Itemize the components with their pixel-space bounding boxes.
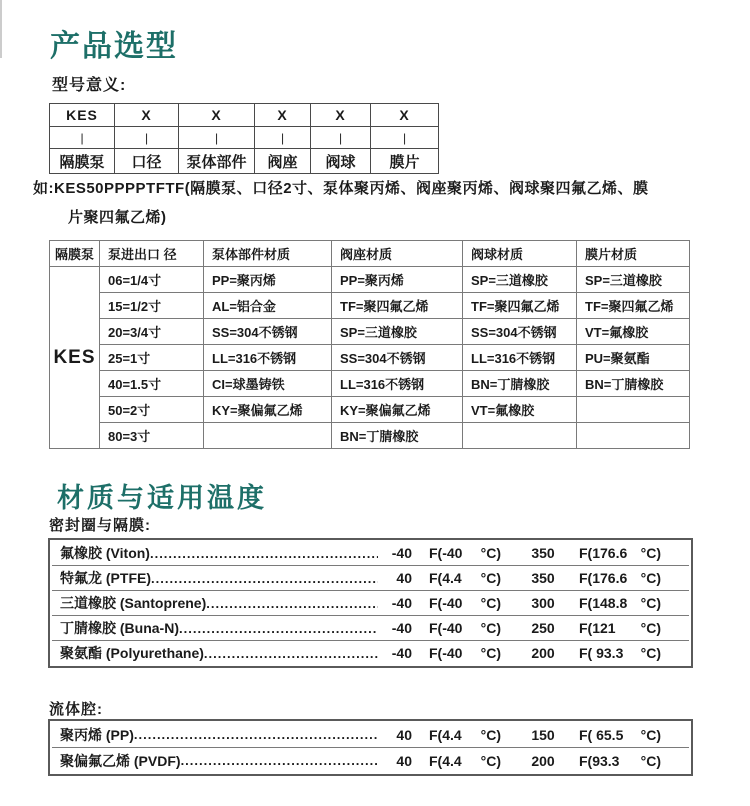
temp-c-low: F(-40 (429, 620, 463, 636)
cell (463, 423, 577, 449)
seal-group-label: 密封圈与隔膜: (49, 517, 151, 534)
temp-c-high: F(148.8 (579, 595, 628, 611)
temp-c-high-unit: °C) (640, 726, 661, 743)
dot-leader (150, 546, 378, 561)
temp-f-high: 150 (531, 726, 555, 743)
cell: 20=3/4寸 (100, 319, 204, 345)
material-label: 聚丙烯 (PP) (60, 726, 134, 743)
material-label: 三道橡胶 (Santoprene) (60, 595, 207, 611)
model-code-row (50, 104, 439, 127)
dot-leader (206, 596, 378, 611)
temp-f-low: -40 (391, 545, 412, 561)
table-row (52, 615, 689, 640)
cell: 隔膜泵 (50, 149, 115, 174)
cell: 80=3寸 (100, 423, 204, 449)
header-cell: 阀球材质 (463, 241, 577, 267)
dot-leader (134, 727, 378, 742)
material-label: 特氟龙 (PTFE) (60, 570, 151, 586)
cell: SP=三道橡胶 (463, 267, 577, 293)
model-part-row (50, 149, 439, 174)
cell: 40=1.5寸 (100, 371, 204, 397)
model-meaning-label: 型号意义: (52, 77, 127, 94)
temp-f-high: 350 (531, 570, 555, 586)
table-row (50, 371, 690, 397)
header-cell: 泵进出口 径 (100, 241, 204, 267)
cell: SS=304不锈钢 (332, 345, 463, 371)
temp-c-low: F(-40 (429, 645, 463, 661)
temp-c-high: F(93.3 (579, 752, 620, 769)
table-row (52, 590, 689, 615)
temp-f-low: -40 (391, 620, 412, 636)
cell: SP=三道橡胶 (332, 319, 463, 345)
cell: LL=316不锈钢 (204, 345, 332, 371)
dot-leader (181, 753, 378, 768)
temp-c-high-unit: °C) (640, 595, 661, 611)
cell: TF=聚四氟乙烯 (332, 293, 463, 319)
cell: | (50, 127, 115, 149)
cell: 膜片 (371, 149, 439, 174)
temp-c-high-unit: °C) (640, 545, 661, 561)
cell: 口径 (115, 149, 179, 174)
temp-c-high-unit: °C) (640, 570, 661, 586)
table-row (50, 293, 690, 319)
temp-c-low: F(-40 (429, 545, 463, 561)
table-row (50, 345, 690, 371)
cell: BN=丁腈橡胶 (577, 371, 690, 397)
cell: 泵体部件 (179, 149, 255, 174)
table-row (50, 423, 690, 449)
table-row (52, 747, 689, 773)
temp-c-low-unit: °C) (480, 595, 501, 611)
cell: PU=聚氨酯 (577, 345, 690, 371)
temp-c-high-unit: °C) (640, 645, 661, 661)
temp-c-low: F(4.4 (429, 726, 462, 743)
temp-f-low: -40 (391, 595, 412, 611)
cell: BN=丁腈橡胶 (332, 423, 463, 449)
temp-c-low-unit: °C) (480, 752, 501, 769)
material-label: 丁腈橡胶 (Buna-N) (60, 620, 179, 636)
cell: PP=聚丙烯 (204, 267, 332, 293)
cell: LL=316不锈钢 (463, 345, 577, 371)
cell: X (255, 104, 311, 127)
cell (577, 423, 690, 449)
cell: 50=2寸 (100, 397, 204, 423)
pump-code-cell: KES (50, 267, 100, 449)
temp-f-low: 40 (396, 570, 412, 586)
cell: | (179, 127, 255, 149)
cell: 阀球 (311, 149, 371, 174)
cell: VT=氟橡胶 (577, 319, 690, 345)
temp-c-high: F(176.6 (579, 570, 628, 586)
temp-f-high: 200 (531, 645, 555, 661)
cell: VT=氟橡胶 (463, 397, 577, 423)
cell: X (311, 104, 371, 127)
header-cell: 阀座材质 (332, 241, 463, 267)
cell: TF=聚四氟乙烯 (463, 293, 577, 319)
cell: X (371, 104, 439, 127)
table-row (52, 722, 689, 747)
temp-c-low: F(-40 (429, 595, 463, 611)
temp-c-high: F( 65.5 (579, 726, 624, 743)
cell: CI=球墨铸铁 (204, 371, 332, 397)
cell (577, 397, 690, 423)
temp-c-low-unit: °C) (480, 620, 501, 636)
temp-c-low-unit: °C) (480, 645, 501, 661)
temp-c-high-unit: °C) (640, 752, 661, 769)
cell: 25=1寸 (100, 345, 204, 371)
temp-c-high: F(121 (579, 620, 616, 636)
cell: PP=聚丙烯 (332, 267, 463, 293)
temp-c-high-unit: °C) (640, 620, 661, 636)
model-example-line2: 片聚四氟乙烯) (68, 209, 167, 226)
material-label: 氟橡胶 (Viton) (60, 545, 150, 561)
table-row (50, 397, 690, 423)
table-row (52, 640, 689, 665)
material-label: 聚偏氟乙烯 (PVDF) (60, 752, 181, 769)
cell: LL=316不锈钢 (332, 371, 463, 397)
cell: SS=304不锈钢 (463, 319, 577, 345)
header-cell: 泵体部件材质 (204, 241, 332, 267)
temp-f-low: 40 (396, 726, 412, 743)
cell: KY=聚偏氟乙烯 (204, 397, 332, 423)
temp-f-high: 200 (531, 752, 555, 769)
page-edge-artifact (0, 0, 2, 58)
temp-c-low: F(4.4 (429, 570, 462, 586)
cell: X (179, 104, 255, 127)
seal-temperature-table (48, 538, 693, 668)
cell: | (115, 127, 179, 149)
temp-f-low: 40 (396, 752, 412, 769)
table-row (50, 267, 690, 293)
selection-header-row (50, 241, 690, 267)
cell: SP=三道橡胶 (577, 267, 690, 293)
cell (204, 423, 332, 449)
cell: X (115, 104, 179, 127)
cell: SS=304不锈钢 (204, 319, 332, 345)
cell: KY=聚偏氟乙烯 (332, 397, 463, 423)
table-row (50, 319, 690, 345)
dot-leader (179, 621, 378, 636)
cell: 阀座 (255, 149, 311, 174)
temp-f-high: 300 (531, 595, 555, 611)
table-row (52, 541, 689, 565)
cell: TF=聚四氟乙烯 (577, 293, 690, 319)
cell: BN=丁腈橡胶 (463, 371, 577, 397)
cell: | (371, 127, 439, 149)
model-example-line1: 如:KES50PPPPTFTF(隔膜泵、口径2寸、泵体聚丙烯、阀座聚丙烯、阀球聚四氟乙烯、膜 (33, 180, 649, 197)
cell: 15=1/2寸 (100, 293, 204, 319)
fluid-temperature-table (48, 719, 693, 776)
temp-c-low-unit: °C) (480, 726, 501, 743)
page-title: 产品选型 (50, 30, 178, 64)
section-title-materials: 材质与适用温度 (57, 483, 267, 514)
material-label: 聚氨酯 (Polyurethane) (60, 645, 204, 661)
header-cell: 膜片材质 (577, 241, 690, 267)
temp-f-low: -40 (391, 645, 412, 661)
temp-c-low-unit: °C) (480, 570, 501, 586)
cell: | (311, 127, 371, 149)
temp-c-high: F(176.6 (579, 545, 628, 561)
temp-c-low: F(4.4 (429, 752, 462, 769)
selection-table (49, 240, 690, 449)
table-row (52, 565, 689, 590)
cell: KES (50, 104, 115, 127)
temp-c-high: F( 93.3 (579, 645, 624, 661)
temp-c-low-unit: °C) (480, 545, 501, 561)
header-cell: 隔膜泵 (50, 241, 100, 267)
cell: | (255, 127, 311, 149)
dot-leader (151, 571, 378, 586)
cell: AL=铝合金 (204, 293, 332, 319)
model-example (33, 174, 733, 232)
cell: 06=1/4寸 (100, 267, 204, 293)
temp-f-high: 350 (531, 545, 555, 561)
dot-leader (204, 646, 378, 661)
fluid-group-label: 流体腔: (49, 701, 103, 718)
temp-f-high: 250 (531, 620, 555, 636)
model-meaning-table (49, 103, 439, 174)
model-connector-row (50, 127, 439, 149)
